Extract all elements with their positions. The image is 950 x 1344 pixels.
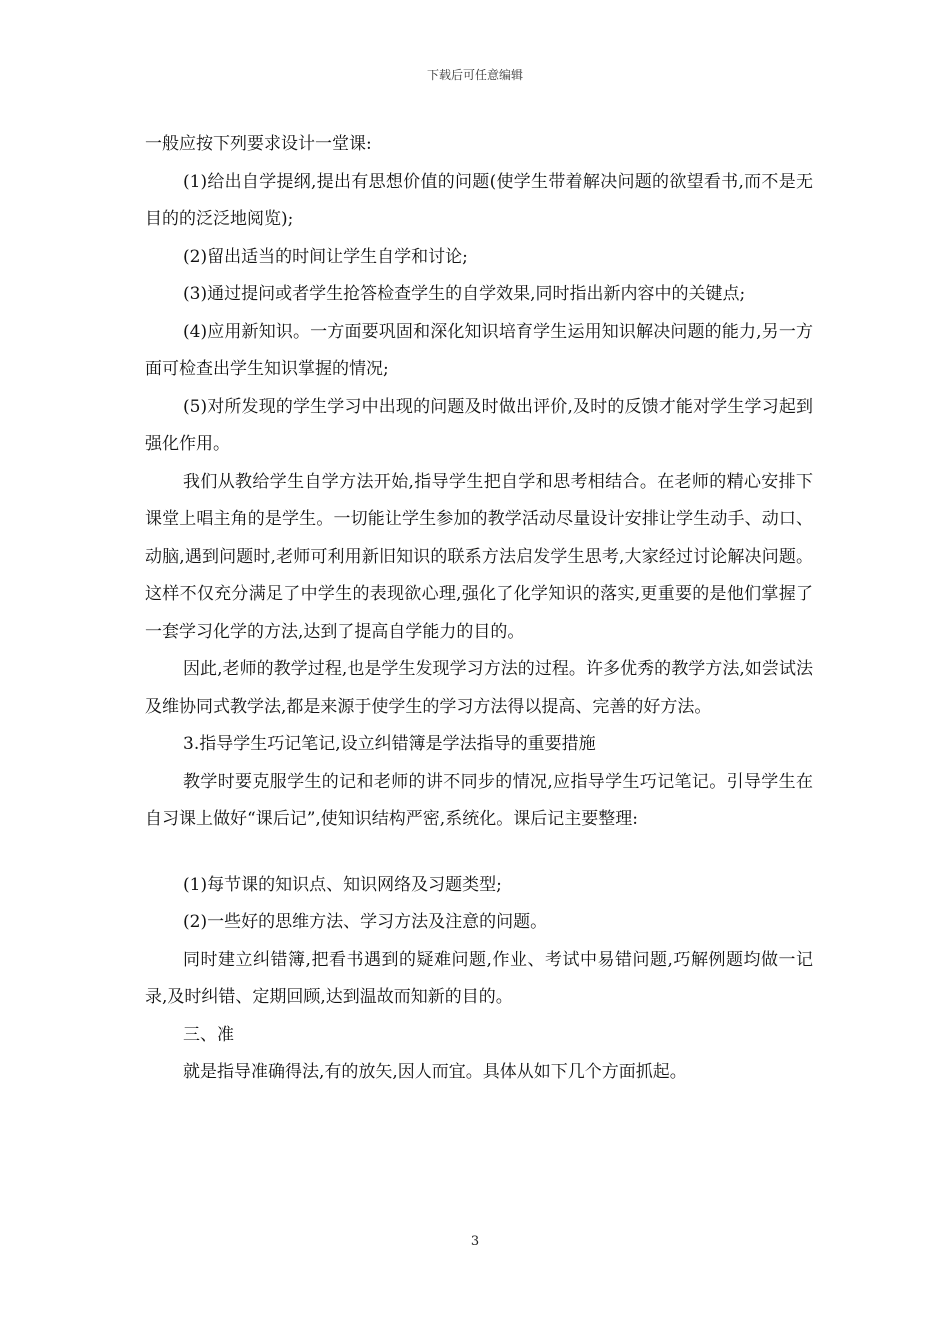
paragraph-item-3: (3)通过提问或者学生抢答检查学生的自学效果,同时指出新内容中的关键点;: [183, 284, 746, 304]
paragraph-item-5: (5)对所发现的学生学习中出现的问题及时做出评价,及时的反馈才能对学生学习起到强化作用。: [145, 396, 813, 454]
paragraph-accuracy: 就是指导准确得法,有的放矢,因人而宜。具体从如下几个方面抓起。: [183, 1062, 687, 1082]
section-heading-3: 3.指导学生巧记笔记,设立纠错簿是学法指导的重要措施: [183, 734, 596, 754]
paragraph-error-book: 同时建立纠错簿,把看书遇到的疑难问题,作业、考试中易错问题,巧解例题均做一记录,及时纠错、定期回顾,达到温故而知新的目的。: [145, 949, 813, 1007]
paragraph-notes-item-1: (1)每节课的知识点、知识网络及习题类型;: [183, 874, 502, 895]
paragraph-item-2: (2)留出适当的时间让学生自学和讨论;: [183, 246, 468, 267]
paragraph-item-4: (4)应用新知识。一方面要巩固和深化知识培育学生运用知识解决问题的能力,另一方面可检查出学生知识掌握的情况;: [145, 321, 813, 379]
blank-line: [145, 839, 813, 867]
paragraph-therefore: 因此,老师的教学过程,也是学生发现学习方法的过程。许多优秀的教学方法,如尝试法及维协同式教学法,都是来源于使学生的学习方法得以提高、完善的好方法。: [145, 659, 813, 717]
paragraph-notes: 教学时要克服学生的记和老师的讲不同步的情况,应指导学生巧记笔记。引导学生在自习课上做好“课后记”,使知识结构严密,系统化。课后记主要整理:: [145, 771, 813, 829]
paragraph-item-1: (1)给出自学提纲,提出有思想价值的问题(使学生带着解决问题的欲望看书,而不是无目的的泛泛地阅览);: [145, 171, 813, 229]
page-header: 下载后可任意编辑: [426, 68, 523, 82]
section-heading-three: 三、准: [183, 1024, 234, 1045]
page-number: 3: [470, 1234, 480, 1249]
paragraph-notes-item-2: (2)一些好的思维方法、学习方法及注意的问题。: [183, 912, 548, 932]
paragraph-self-study: 我们从教给学生自学方法开始,指导学生把自学和思考相结合。在老师的精心安排下课堂上唱主角的是学生。一切能让学生参加的教学活动尽量设计安排让学生动手、动口、动脑,遇到问题时,老师可利用新旧知识的联系方法启发学生思考,大家经过讨论解决问题。这样不仅充分满足了中学生的表现欲心理,强化了化学知识的落实,更重要的是他们掌握了一套学习化学的方法,达到了提高自学能力的目的。: [145, 471, 813, 642]
paragraph-intro: 一般应按下列要求设计一堂课:: [145, 134, 372, 154]
document-body: [145, 126, 813, 1092]
